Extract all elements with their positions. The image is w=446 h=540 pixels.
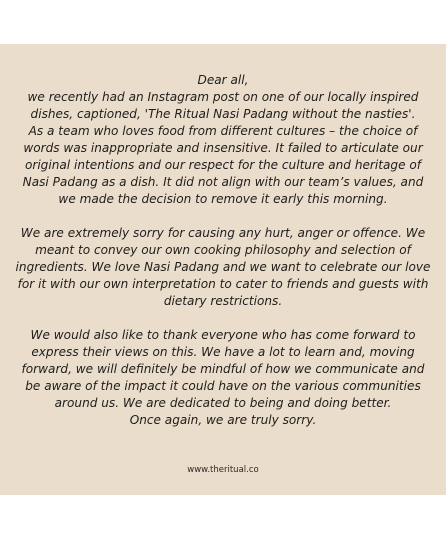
paragraph-3-line: be aware of the impact it could have on the various communities bbox=[25, 379, 421, 393]
paragraph-3-line: Once again, we are truly sorry. bbox=[129, 413, 317, 427]
paragraph-1-line: we made the decision to remove it early this morning. bbox=[58, 192, 388, 206]
paragraph-1-line: original intentions and our respect for the culture and heritage of bbox=[24, 158, 422, 172]
paragraph-2-line: ingredients. We love Nasi Padang and we want to celebrate our love bbox=[15, 260, 431, 274]
paragraph-3-line: We would also like to thank everyone who has come forward to bbox=[30, 328, 416, 342]
paragraph-3-line: around us. We are dedicated to being and doing better. bbox=[54, 396, 392, 410]
paragraph-3-line: express their views on this. We have a lot to learn and, moving bbox=[31, 345, 415, 359]
paragraph-3-line: forward, we will definitely be mindful of how we communicate and bbox=[21, 362, 425, 376]
greeting: Dear all, bbox=[197, 73, 249, 87]
paragraph-2-line: meant to convey our own cooking philosophy and selection of bbox=[35, 243, 411, 257]
website-footer: www.theritual.co bbox=[187, 465, 259, 475]
paragraph-1-line: As a team who loves food from different cultures – the choice of bbox=[28, 124, 418, 138]
statement-text bbox=[0, 72, 446, 429]
paragraph-1-line: Nasi Padang as a dish. It did not align with our team’s values, and bbox=[22, 175, 424, 189]
paragraph-gap bbox=[0, 208, 446, 225]
paragraph-gap bbox=[0, 310, 446, 327]
paragraph-1-line: words was inappropriate and insensitive. It failed to articulate our bbox=[23, 141, 423, 155]
paragraph-2-line: dietary restrictions. bbox=[163, 294, 283, 308]
paragraph-1-line: dishes, captioned, 'The Ritual Nasi Padang without the nasties'. bbox=[30, 107, 416, 121]
paragraph-1-line: we recently had an Instagram post on one of our locally inspired bbox=[27, 90, 419, 104]
paragraph-2-line: for it with our own interpretation to cater to friends and guests with bbox=[17, 277, 429, 291]
paragraph-2-line: We are extremely sorry for causing any hurt, anger or offence. We bbox=[20, 226, 426, 240]
